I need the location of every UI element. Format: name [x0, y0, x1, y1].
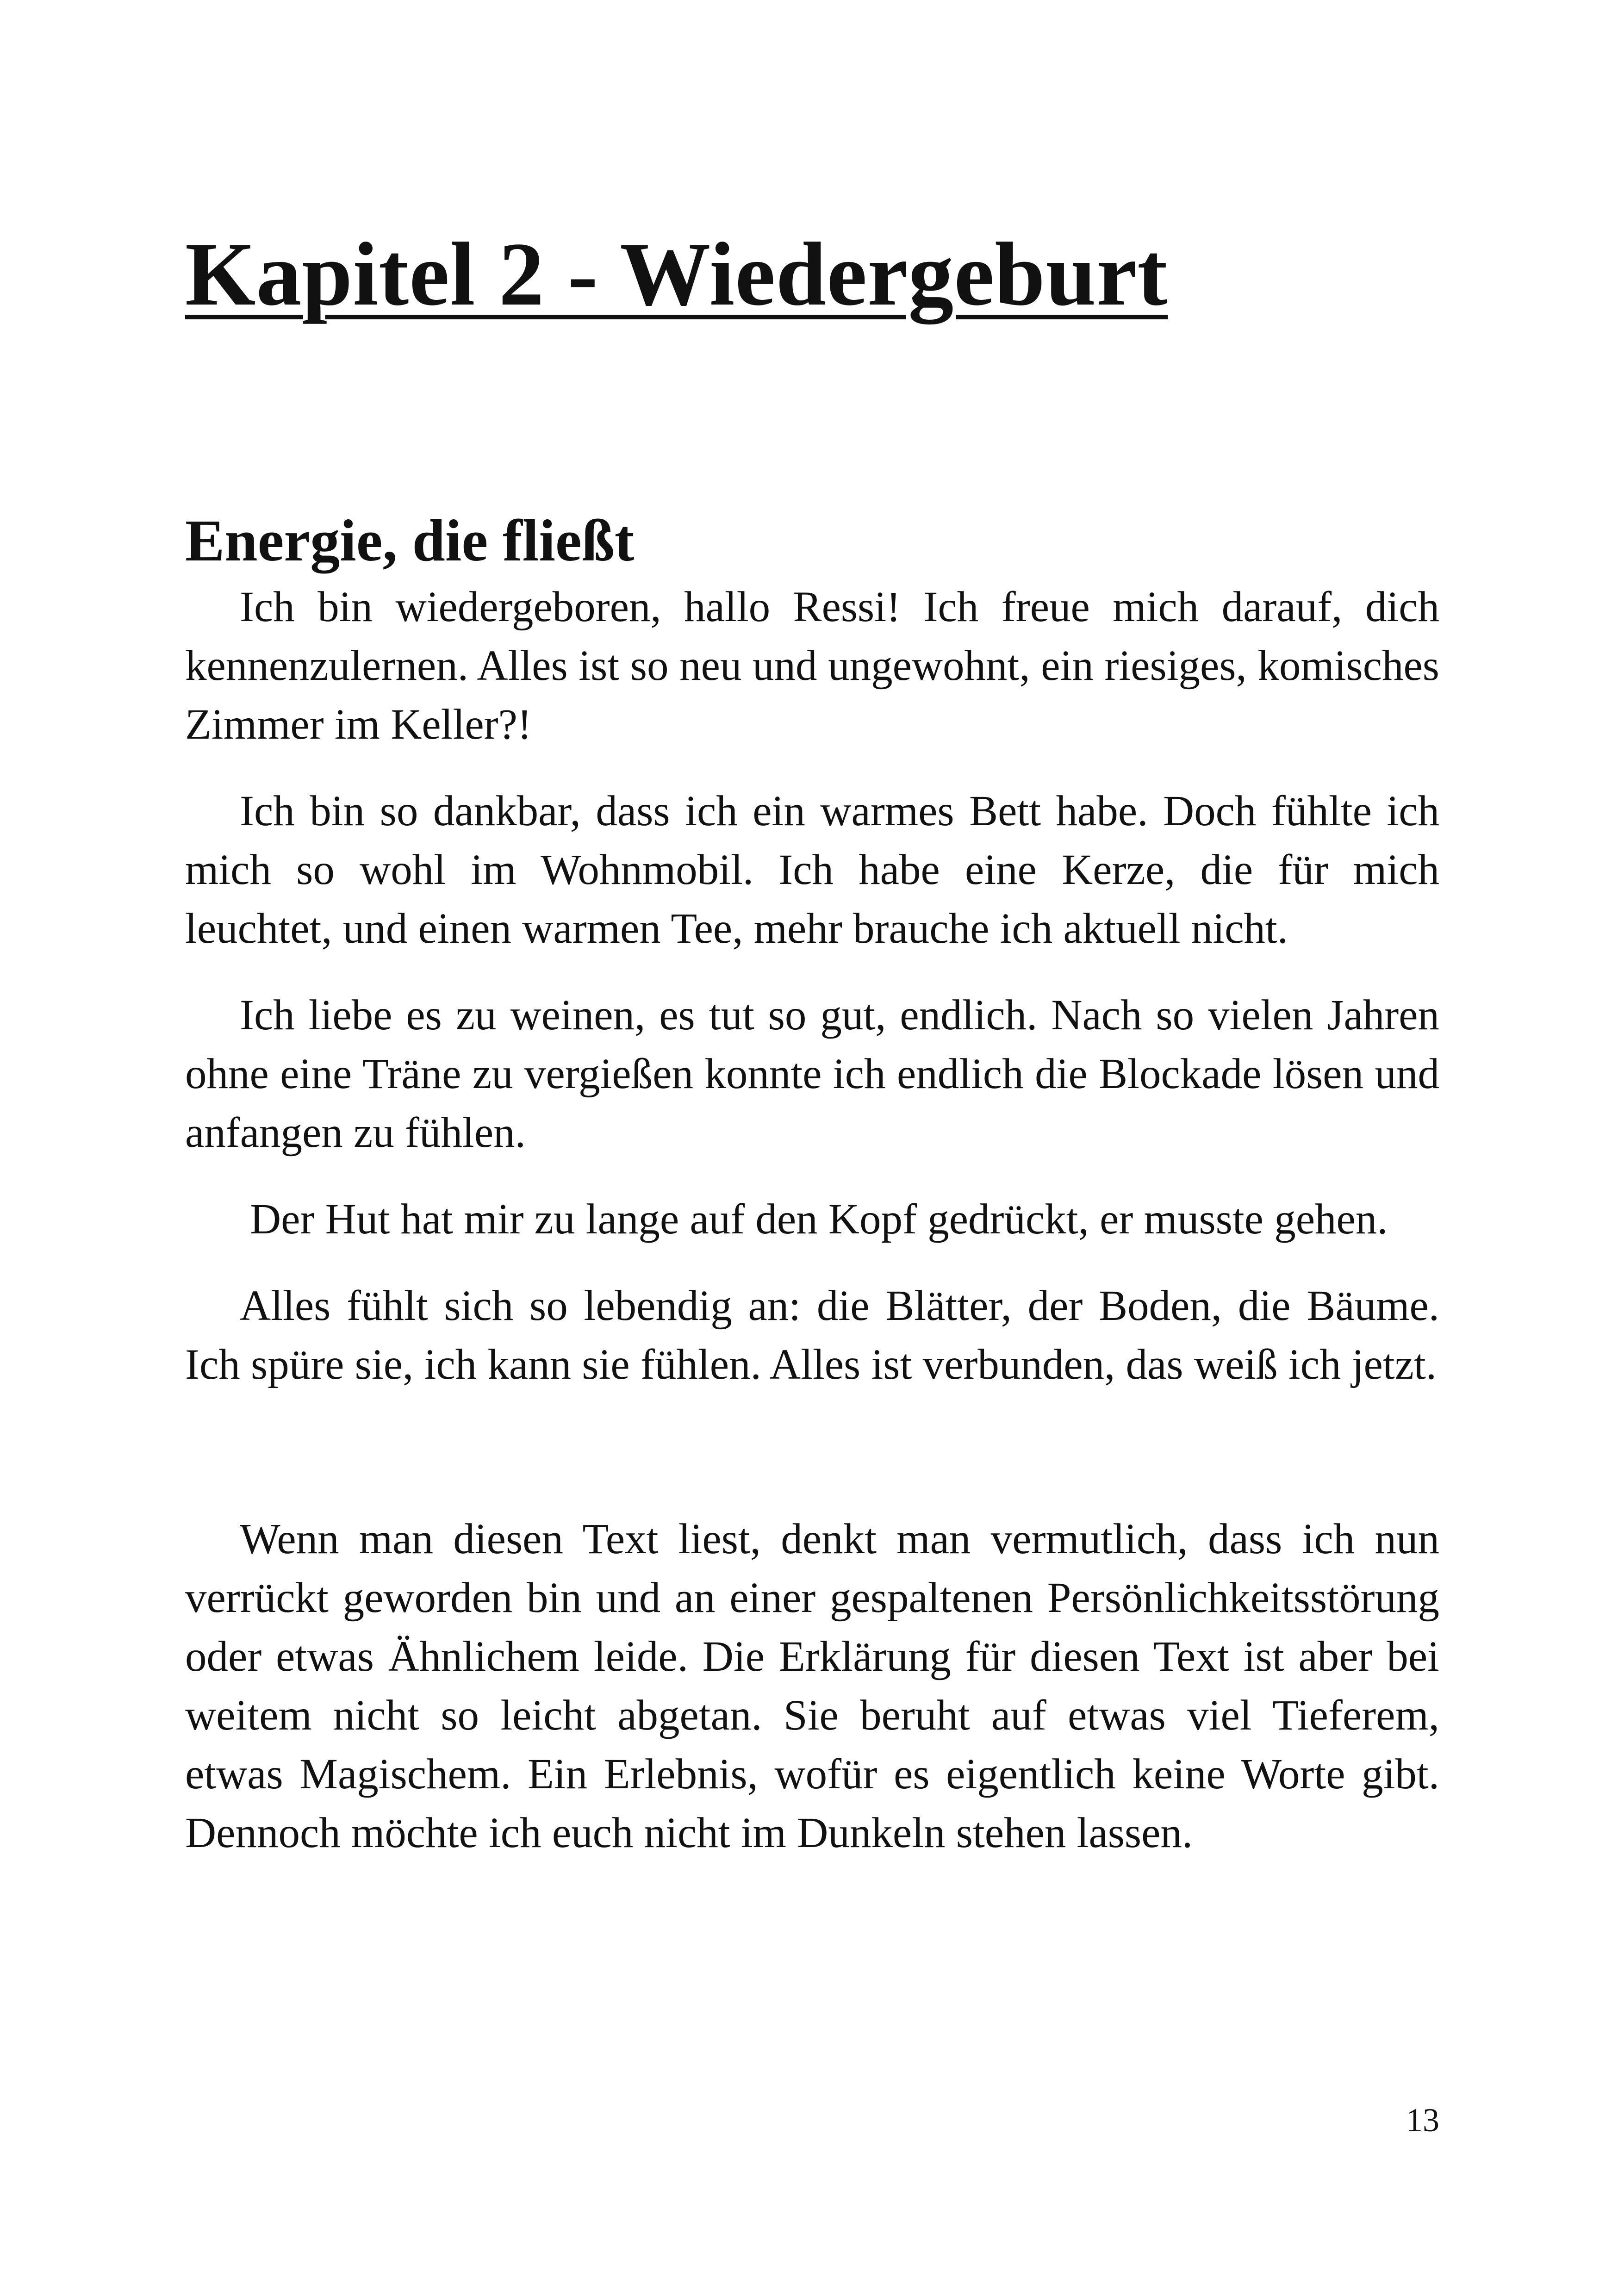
paragraph-3: Ich liebe es zu weinen, es tut so gut, endlich. Nach so vielen Jahren ohne eine Träne zu vergießen konnte ich endlich die Blockade lösen und anfangen zu fühlen.: [185, 991, 1439, 1157]
section-body: [185, 507, 1439, 1890]
paragraph-6: Wenn man diesen Text liest, denkt man vermutlich, dass ich nun verrückt geworden bin und an einer gespaltenen Persönlichkeitsstörung oder etwas Ähnlichem leide. Die Erklärung für diesen Text ist aber bei weitem nicht so leicht abgetan. Sie beruht auf etwas viel Tieferem, etwas Magischem. Ein Erlebnis, wofür es eigentlich keine Worte gibt. Dennoch möchte ich euch nicht im Dunkeln stehen lassen.: [185, 1515, 1439, 1857]
page-number: 13: [1406, 2102, 1439, 2139]
paragraph-4: Der Hut hat mir zu lange auf den Kopf gedrückt, er musste gehen.: [250, 1195, 1388, 1244]
paragraph-1: Ich bin wiedergeboren, hallo Ressi! Ich freue mich darauf, dich kennenzulernen. Alles ist so neu und ungewohnt, ein riesiges, komisches Zimmer im Keller?!: [185, 583, 1439, 749]
chapter-title: Kapitel 2 - Wiedergeburt: [185, 224, 1168, 324]
paragraph-5: Alles fühlt sich so lebendig an: die Blätter, der Boden, die Bäume. Ich spüre sie, ich kann sie fühlen. Alles ist verbunden, das weiß ich jetzt.: [185, 1282, 1439, 1389]
section-heading: Energie, die fließt: [185, 508, 635, 573]
paragraph-2: Ich bin so dankbar, dass ich ein warmes Bett habe. Doch fühlte ich mich so wohl im Wohnmobil. Ich habe eine Kerze, die für mich leuchtet, und einen warmen Tee, mehr brauche ich aktuell nicht.: [185, 787, 1439, 953]
